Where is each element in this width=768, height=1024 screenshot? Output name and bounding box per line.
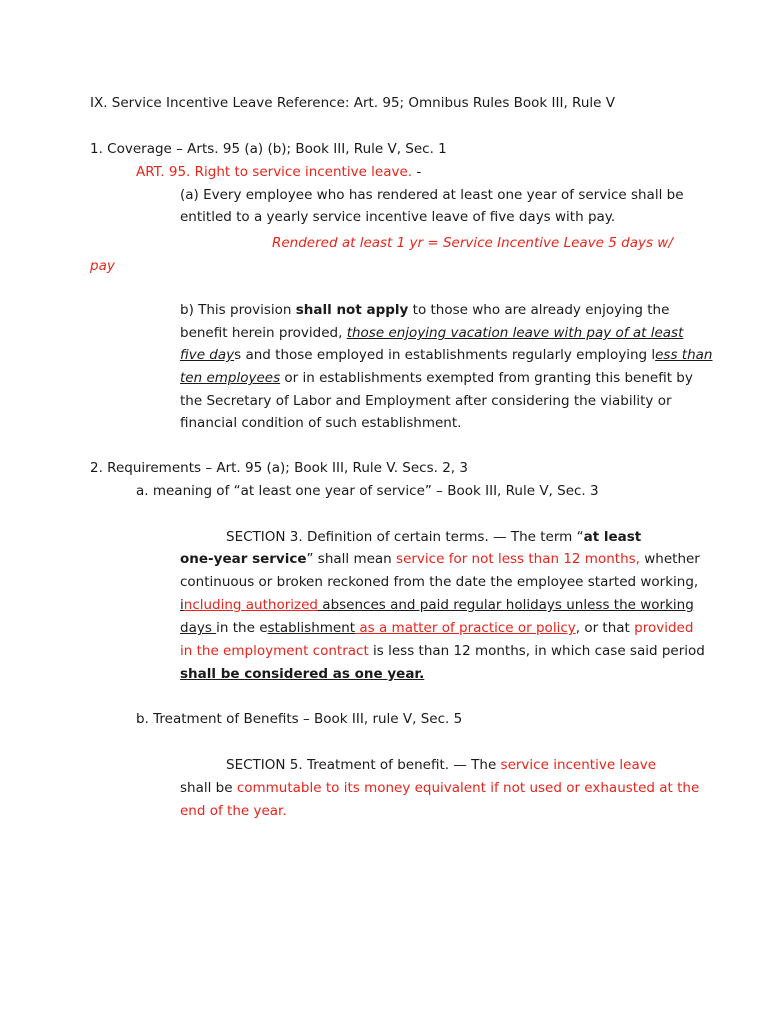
underlined-less-than: ess than <box>655 347 713 363</box>
text-run: whether <box>639 551 700 567</box>
highlight-12-months: service for not less than 12 months, <box>396 551 640 567</box>
term-at-least: at least <box>583 529 642 545</box>
underlined-vacation-leave: those enjoying vacation leave with pay of at least <box>346 325 684 341</box>
sec3-line-1 <box>226 528 641 546</box>
text-run: days <box>180 620 217 636</box>
sec3-line-5 <box>180 619 693 637</box>
text-run: , or that <box>575 620 635 636</box>
sec3-line-3: continuous or broken reckoned from the date the employee started working, <box>180 574 699 590</box>
underlined-ten-employees: ten employees <box>180 370 281 386</box>
highlight-practice-or-policy: as a matter of practice or policy <box>355 620 576 636</box>
art-95-a-line-2: entitled to a yearly service incentive leave of five days with pay. <box>180 209 616 225</box>
sec3-line-7: shall be considered as one year. <box>180 666 425 682</box>
text-run: is less than 12 months, in which case said period <box>373 643 705 659</box>
sec3-line-6 <box>180 642 705 660</box>
highlight-employment-contract: in the employment contract <box>180 643 374 659</box>
emphasis-shall-not-apply: shall not apply <box>295 302 409 318</box>
text-run: or in establishments exempted from granting this benefit by <box>280 370 693 386</box>
highlight-commutable: commutable to its money equivalent if not used or exhausted at the <box>236 780 700 796</box>
underlined-five-days: five day <box>180 347 235 363</box>
sec5-line-3: end of the year. <box>180 803 287 819</box>
summary-note-line-2: pay <box>90 258 115 274</box>
art-95-label: ART. 95. Right to service incentive leave. <box>136 164 413 180</box>
text-run: s and those employed in establishments regularly employing l <box>234 347 656 363</box>
section-1-title: 1. Coverage – Arts. 95 (a) (b); Book III, Rule V, Sec. 1 <box>90 141 447 157</box>
art-95-b-line-4 <box>180 369 693 387</box>
sec3-line-4 <box>180 596 694 614</box>
art-95-b-line-3 <box>180 346 712 364</box>
page-heading: IX. Service Incentive Leave Reference: Art. 95; Omnibus Rules Book III, Rule V <box>90 95 615 111</box>
highlight-including-authorized: ncluding authorized <box>183 597 318 613</box>
text-run: SECTION 5. Treatment of benefit. — The <box>226 757 501 773</box>
art-95-b-line-5: the Secretary of Labor and Employment after considering the viability or <box>180 393 672 409</box>
text-run: to those who are already enjoying the <box>408 302 670 318</box>
summary-note-line-1: Rendered at least 1 yr = Service Incentive Leave 5 days w/ <box>272 235 673 251</box>
text-run: shall be <box>180 780 237 796</box>
art-95-b-line-2 <box>180 324 683 342</box>
text-run: SECTION 3. Definition of certain terms. — The term “ <box>226 529 584 545</box>
sec3-line-2 <box>180 550 700 568</box>
text-run: ” shall mean <box>306 551 397 567</box>
text-run: benefit herein provided, <box>180 325 347 341</box>
subsection-b-title: b. Treatment of Benefits – Book III, rule V, Sec. 5 <box>136 711 463 727</box>
highlight-service-incentive-leave: service incentive leave <box>500 757 657 773</box>
subsection-a-title: a. meaning of “at least one year of service” – Book III, Rule V, Sec. 3 <box>136 483 599 499</box>
text-run: b) This provision <box>180 302 296 318</box>
sec5-line-2 <box>180 779 699 797</box>
term-one-year-service: one-year service <box>180 551 307 567</box>
text-run: in the e <box>216 620 268 636</box>
section-2-title: 2. Requirements – Art. 95 (a); Book III, Rule V. Secs. 2, 3 <box>90 460 468 476</box>
art-95-a-line-1: (a) Every employee who has rendered at least one year of service shall be <box>180 187 684 203</box>
text-run: absences and paid regular holidays unless the working <box>318 597 694 613</box>
highlight-provided: provided <box>634 620 694 636</box>
text-run: stablishment <box>267 620 356 636</box>
art-95-b-line-1 <box>180 301 669 319</box>
sec5-line-1 <box>226 756 656 774</box>
art-95-b-line-6: financial condition of such establishment. <box>180 415 462 431</box>
text-run: i <box>180 597 184 613</box>
art-95-title <box>136 163 421 181</box>
art-95-dash: - <box>412 164 422 180</box>
